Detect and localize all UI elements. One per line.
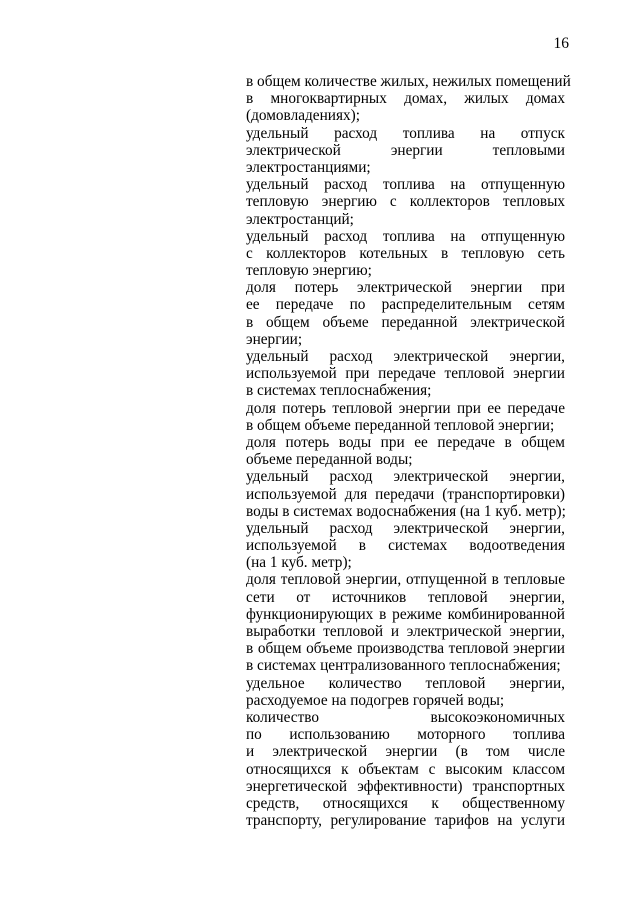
text-line: удельный расход электрической энергии, [246,468,565,486]
text-line: в системах теплоснабжения; [246,382,432,400]
text-line: энергии; [246,330,303,348]
text-line: электростанциями; [246,158,371,176]
text-line: доля тепловой энергии, отпущенной в тепловые [246,571,565,589]
text-line: удельный расход топлива на отпущенную [246,176,565,194]
text-line: энергетической эффективности) транспортных [246,777,565,795]
text-line: с коллекторов котельных в тепловую сеть [246,244,565,262]
text-line: используемой для передачи (транспортировки) [246,485,565,503]
text-line: удельный расход электрической энергии, [246,519,565,537]
text-line: доля потерь воды при ее передаче в общем [246,433,565,451]
page-number: 16 [553,35,569,52]
text-line: в общем объеме переданной тепловой энергии; [246,416,555,434]
text-line: в общем объеме производства тепловой энергии [246,640,565,658]
text-line: удельный расход электрической энергии, [246,348,565,365]
text-line: сети от источников тепловой энергии, [246,588,565,606]
text-line: удельный расход топлива на отпуск [246,124,565,142]
text-line: (на 1 куб. метр); [246,554,352,572]
text-line: удельный расход топлива на отпущенную [246,227,565,245]
text-line: используемой при передаче тепловой энергии [246,365,565,383]
text-line: и электрической энергии (в том числе [246,743,565,761]
text-line: расходуемое на подогрев горячей воды; [246,691,505,709]
text-line: электростанций; [246,210,354,228]
text-line: доля потерь тепловой энергии при ее передаче [246,399,565,417]
text-line: тепловую энергию с коллекторов тепловых [246,193,565,211]
text-line: ее передаче по распределительным сетям [246,296,565,314]
text-line: относящихся к объектам с высоким классом [246,760,565,778]
text-line: выработки тепловой и электрической энергии, [246,623,565,640]
text-line: в системах централизованного теплоснабжения; [246,657,561,675]
body-text [246,73,571,830]
text-line: в общем объеме переданной электрической [246,313,565,331]
text-line: воды в системах водоснабжения (на 1 куб. метр); [246,502,566,520]
text-line: объеме переданной воды; [246,451,413,469]
text-line: средств, относящихся к общественному [246,794,565,812]
text-line: удельное количество тепловой энергии, [246,674,565,692]
text-line: доля потерь электрической энергии при [246,279,565,297]
text-line: транспорту, регулирование тарифов на услуги [246,812,565,830]
text-line: тепловую энергию; [246,262,372,280]
text-line: (домовладениях); [246,107,360,125]
text-line: в многоквартирных домах, жилых домах [246,90,565,108]
text-line: количество высокоэкономичных [246,708,565,726]
text-line: в общем количестве жилых, нежилых помещений [246,73,571,90]
text-line: используемой в системах водоотведения [246,537,565,555]
text-line: по использованию моторного топлива [246,726,565,744]
text-line: электрической энергии тепловыми [246,141,565,159]
text-line: функционирующих в режиме комбинированной [246,605,565,623]
